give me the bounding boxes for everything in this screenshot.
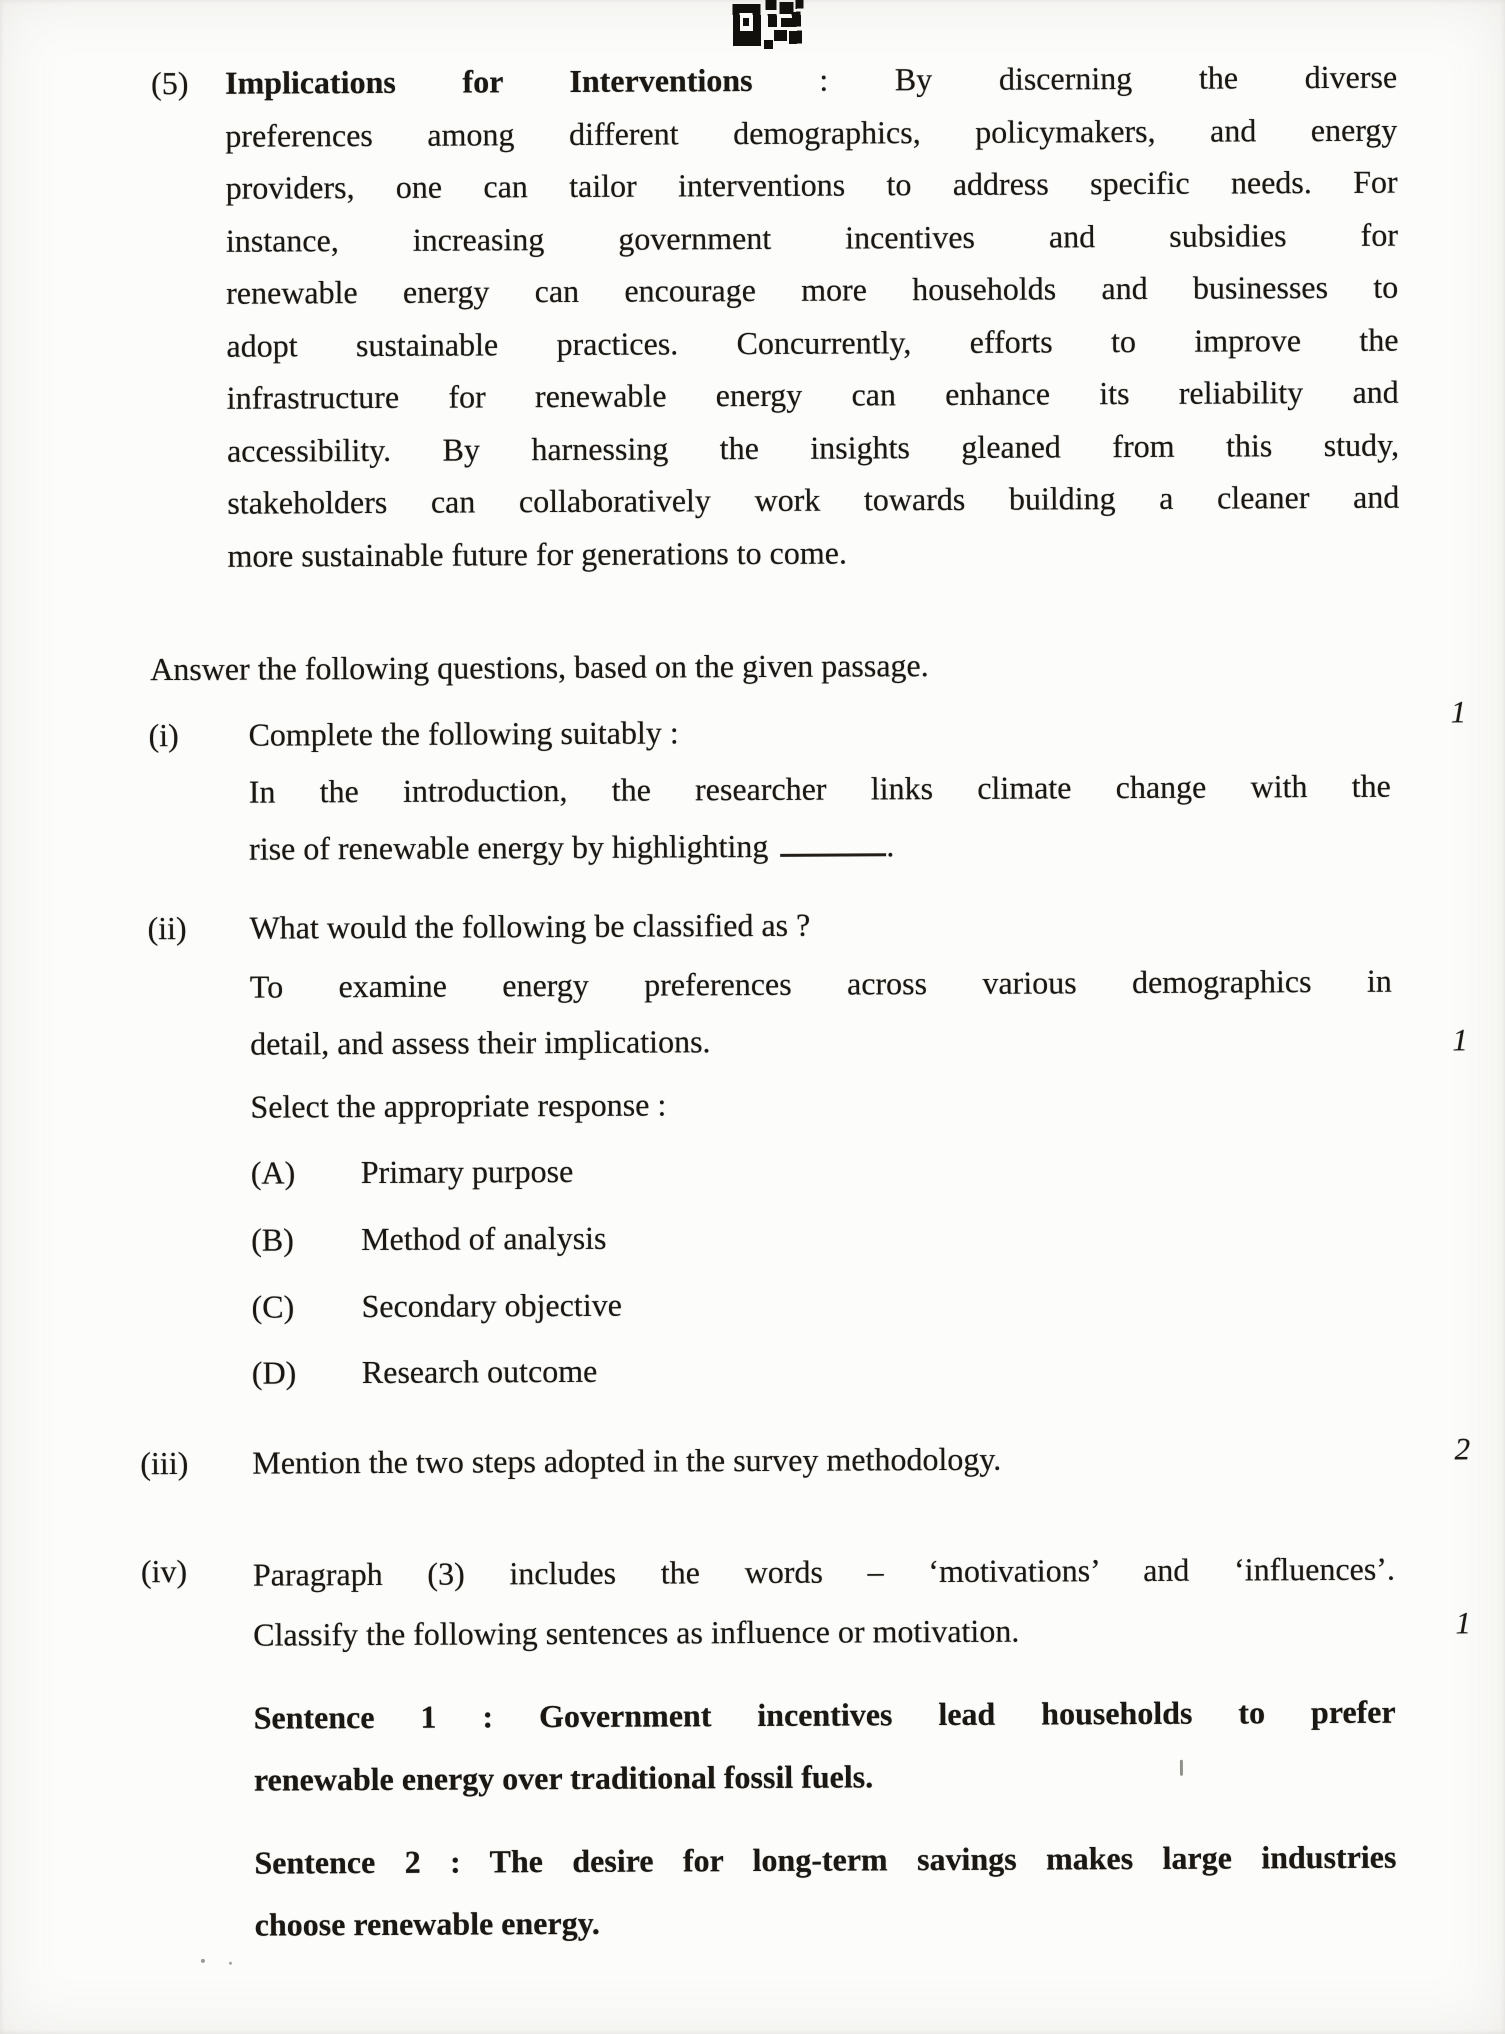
option-b-letter: (B) [251, 1221, 294, 1258]
question-iv-line: Classify the following sentences as influence or motivation. [253, 1612, 1020, 1653]
passage-line: preferences among different demographics, policymakers, and energy [225, 111, 1398, 154]
option-d-letter: (D) [251, 1354, 297, 1391]
sentence-2 [254, 1826, 1397, 1956]
option-a-letter: (A) [250, 1154, 296, 1191]
passage-line: accessibility. By harnessing the insights gleaned from this study, [226, 426, 1400, 469]
scan-speck [229, 1962, 232, 1965]
question-i-lead: Complete the following suitably : [248, 714, 679, 753]
question-i-blank-suffix: . [886, 827, 895, 864]
question-i-marks: 1 [1450, 694, 1467, 730]
question-iv-number: (iv) [140, 1552, 188, 1590]
question-ii-body [250, 953, 1393, 1073]
question-iv-body [253, 1539, 1396, 1665]
question-i-line: In the introduction, the researcher links climate change with the [248, 767, 1391, 810]
option-d-row [252, 1345, 598, 1399]
option-a-row [251, 1145, 574, 1199]
option-d-text: Research outcome [361, 1352, 598, 1391]
question-ii-line: To examine energy preferences across various demographics in [249, 962, 1392, 1005]
passage-line: infrastructure for renewable energy can enhance its reliability and [226, 373, 1399, 416]
question-i-number: (i) [148, 717, 179, 754]
paragraph-5 [225, 51, 1400, 582]
question-ii-line: detail, and assess their implications. [250, 1023, 711, 1062]
sentence-2-line: Sentence 2 : The desire for long-term savings makes large industries [254, 1838, 1397, 1881]
option-c-row [251, 1279, 622, 1333]
paragraph-5-heading: Implications for Interventions [225, 61, 753, 101]
question-iii-marks: 2 [1454, 1431, 1471, 1467]
paragraph-5-number: (5) [151, 64, 189, 102]
question-i-blank-prefix: rise of renewable energy by highlighting [249, 827, 769, 867]
scan-speck [201, 1959, 205, 1963]
passage-line: providers, one can tailor interventions to address specific needs. For [225, 163, 1398, 206]
question-iii-text: Mention the two steps adopted in the survey methodology. [252, 1440, 1002, 1481]
question-iv-marks: 1 [1455, 1605, 1472, 1641]
sentence-1-line: renewable energy over traditional fossil fuels. [253, 1758, 874, 1798]
option-b-text: Method of analysis [361, 1219, 607, 1258]
question-iv-line: Paragraph (3) includes the words – ‘motivations’ and ‘influences’. [252, 1550, 1395, 1593]
question-ii-lead: What would the following be classified as ? [249, 906, 811, 946]
question-ii-number: (ii) [147, 909, 187, 947]
question-ii-select-label: Select the appropriate response : [250, 1086, 667, 1125]
passage-line: renewable energy can encourage more households and businesses to [226, 268, 1399, 311]
passage-line-text: : By discerning the diverse [752, 58, 1398, 98]
scan-speck [1180, 1760, 1183, 1776]
question-iii-number: (iii) [140, 1444, 189, 1482]
sentence-2-line: choose renewable energy. [254, 1904, 600, 1943]
passage-line: instance, increasing government incentives and subsidies for [225, 216, 1399, 259]
question-ii-marks: 1 [1452, 1022, 1468, 1058]
question-i-line [249, 815, 1391, 878]
option-c-text: Secondary objective [361, 1286, 622, 1325]
qr-stamp-icon [728, 0, 806, 55]
answer-instruction: Answer the following questions, based on the given passage. [150, 647, 929, 688]
passage-line: more sustainable future for generations to come. [227, 533, 848, 574]
passage-line: adopt sustainable practices. Concurrently, efforts to improve the [226, 321, 1399, 364]
passage-line [225, 51, 1397, 110]
option-a-text: Primary purpose [360, 1152, 574, 1191]
fill-in-blank-line [780, 833, 886, 857]
passage-line: stakeholders can collaboratively work towards building a cleaner and [227, 478, 1400, 521]
option-c-letter: (C) [251, 1288, 295, 1325]
sentence-1 [253, 1681, 1396, 1811]
qr-stamp-svg [728, 0, 806, 50]
question-i-body [249, 758, 1392, 878]
sentence-1-line: Sentence 1 : Government incentives lead households to prefer [253, 1693, 1396, 1736]
option-b-row [251, 1212, 607, 1266]
